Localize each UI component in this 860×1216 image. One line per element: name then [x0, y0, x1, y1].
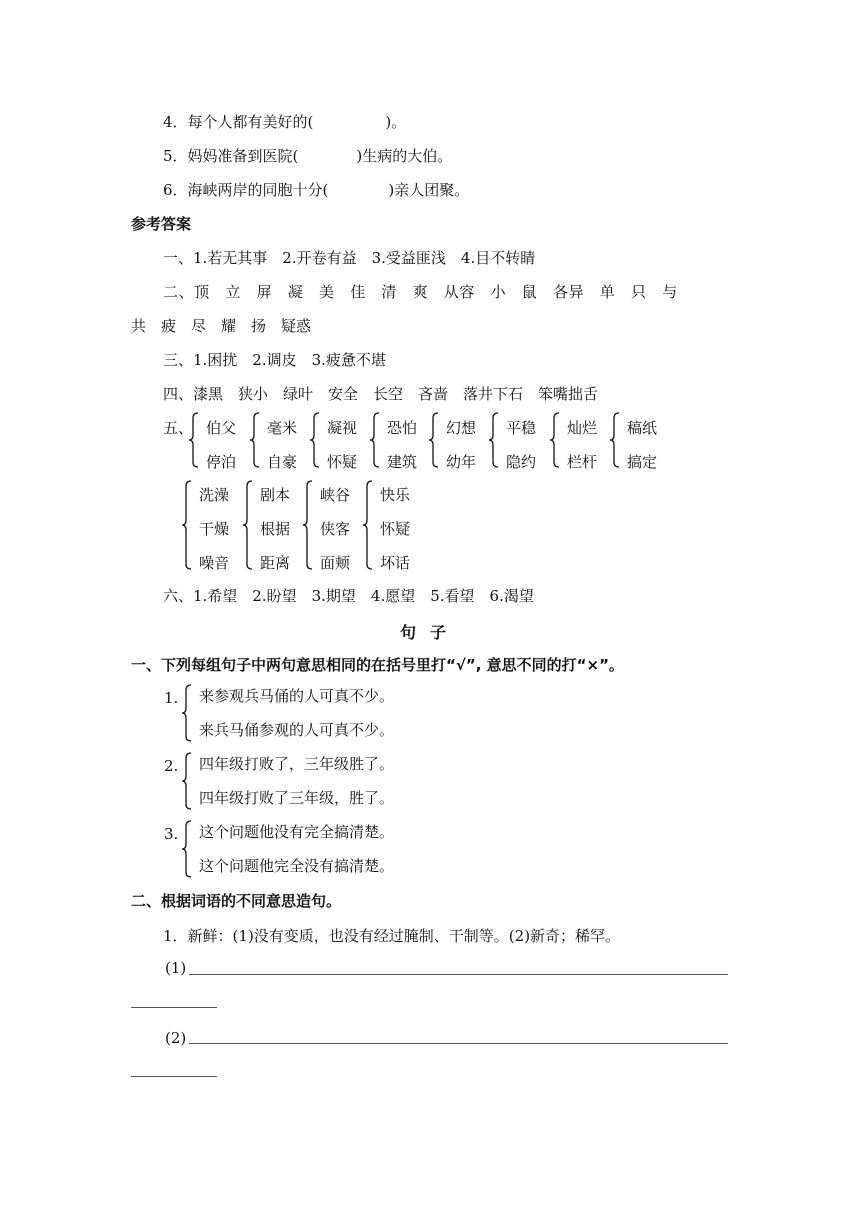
- item-number: 5．: [163, 147, 188, 165]
- question-number: 3.: [164, 825, 179, 843]
- pair-word: 灿烂: [567, 419, 598, 437]
- answer-section-2-line1: 二、顶 立 屏 凝 美 佳 清 爽 从容 小 鼠 各异 单 只 与: [163, 283, 678, 301]
- item-text-before: 妈妈准备到医院(: [187, 147, 299, 165]
- brace-icon: [181, 480, 193, 574]
- brace-icon: [309, 412, 321, 472]
- sentence: 来参观兵马俑的人可真不少。: [199, 687, 395, 705]
- triple-word: 噪音: [199, 554, 230, 572]
- pair-word: 停泊: [206, 453, 237, 471]
- pair-word: 搞定: [627, 453, 658, 471]
- blank-label-2: (2): [165, 1029, 187, 1047]
- item-number: 4．: [163, 113, 188, 131]
- brace-icon: [242, 480, 254, 574]
- question-number: 2.: [164, 757, 179, 775]
- answer-line-1-cont[interactable]: [131, 1007, 217, 1008]
- triple-word: 剧本: [260, 486, 291, 504]
- brace-icon: [181, 684, 193, 746]
- pair-word: 自豪: [267, 453, 298, 471]
- answer-section-5-label: 五、: [163, 419, 194, 437]
- pair-word: 隐约: [506, 453, 537, 471]
- brace-icon: [362, 480, 374, 574]
- pair-word: 建筑: [387, 453, 418, 471]
- fill-item-4: [163, 112, 406, 132]
- answer-section-3: 三、1.困扰 2.调皮 3.疲惫不堪: [163, 351, 386, 369]
- section-title: 句子: [399, 623, 460, 642]
- brace-icon: [369, 412, 381, 472]
- triple-word: 距离: [260, 554, 291, 572]
- fill-item-5: [163, 146, 452, 166]
- brace-icon: [188, 412, 200, 472]
- brace-icon: [488, 412, 500, 472]
- brace-icon: [181, 752, 193, 814]
- brace-icon: [609, 412, 621, 472]
- answer-heading: 参考答案: [131, 215, 192, 233]
- fill-item-6: [163, 180, 469, 200]
- brace-icon: [302, 480, 314, 574]
- sentence: 四年级打败了，三年级胜了。: [199, 755, 395, 773]
- answer-section-4: 四、漆黑 狭小 绿叶 安全 长空 吝啬 落井下石 笨嘴拙舌: [163, 385, 599, 403]
- question-2-item-1: 1．新鲜：(1)没有变质，也没有经过腌制、干制等。(2)新奇；稀罕。: [163, 927, 621, 945]
- item-text-after: )。: [385, 113, 407, 131]
- answer-line-1[interactable]: [189, 974, 728, 975]
- pair-word: 幻想: [446, 419, 477, 437]
- triple-word: 怀疑: [380, 520, 411, 538]
- item-number: 6．: [163, 181, 188, 199]
- answer-section-2-line2: 共 疲 尽 耀 扬 疑惑: [131, 317, 312, 335]
- triple-word: 侠客: [320, 520, 351, 538]
- answer-section-1: 一、1.若无其事 2.开卷有益 3.受益匪浅 4.目不转睛: [163, 249, 536, 267]
- pair-word: 稿纸: [627, 419, 658, 437]
- triple-word: 坏话: [380, 554, 411, 572]
- brace-icon: [249, 412, 261, 472]
- triple-word: 根据: [260, 520, 291, 538]
- item-text-after: )亲人团聚。: [388, 181, 470, 199]
- pair-word: 毫米: [267, 419, 298, 437]
- question-number: 1.: [164, 689, 179, 707]
- answer-section-6: 六、1.希望 2.盼望 3.期望 4.愿望 5.看望 6.渴望: [163, 587, 534, 605]
- sentence: 四年级打败了三年级，胜了。: [199, 789, 395, 807]
- answer-line-2-cont[interactable]: [131, 1076, 217, 1077]
- triple-word: 快乐: [380, 486, 411, 504]
- pair-word: 凝视: [327, 419, 358, 437]
- sentence: 这个问题他没有完全搞清楚。: [199, 823, 395, 841]
- pair-word: 怀疑: [327, 453, 358, 471]
- pair-word: 平稳: [506, 419, 537, 437]
- pair-word: 伯父: [206, 419, 237, 437]
- item-text-before: 海峡两岸的同胞十分(: [187, 181, 329, 199]
- sentence: 这个问题他完全没有搞清楚。: [199, 857, 395, 875]
- brace-icon: [428, 412, 440, 472]
- pair-word: 栏杆: [567, 453, 598, 471]
- item-text-after: )生病的大伯。: [356, 147, 453, 165]
- blank-label-1: (1): [165, 959, 187, 977]
- item-text-before: 每个人都有美好的(: [187, 113, 314, 131]
- brace-icon: [549, 412, 561, 472]
- triple-word: 洗澡: [199, 486, 230, 504]
- pair-word: 幼年: [446, 453, 477, 471]
- question-1-heading: 一、下列每组句子中两句意思相同的在括号里打“√”, 意思不同的打“×”。: [131, 656, 624, 674]
- triple-word: 峡谷: [320, 486, 351, 504]
- triple-word: 干燥: [199, 520, 230, 538]
- answer-line-2[interactable]: [189, 1043, 728, 1044]
- brace-icon: [181, 820, 193, 882]
- question-2-heading: 二、根据词语的不同意思造句。: [131, 892, 342, 910]
- triple-word: 面颊: [320, 554, 351, 572]
- pair-word: 恐怕: [387, 419, 418, 437]
- sentence: 来兵马俑参观的人可真不少。: [199, 721, 395, 739]
